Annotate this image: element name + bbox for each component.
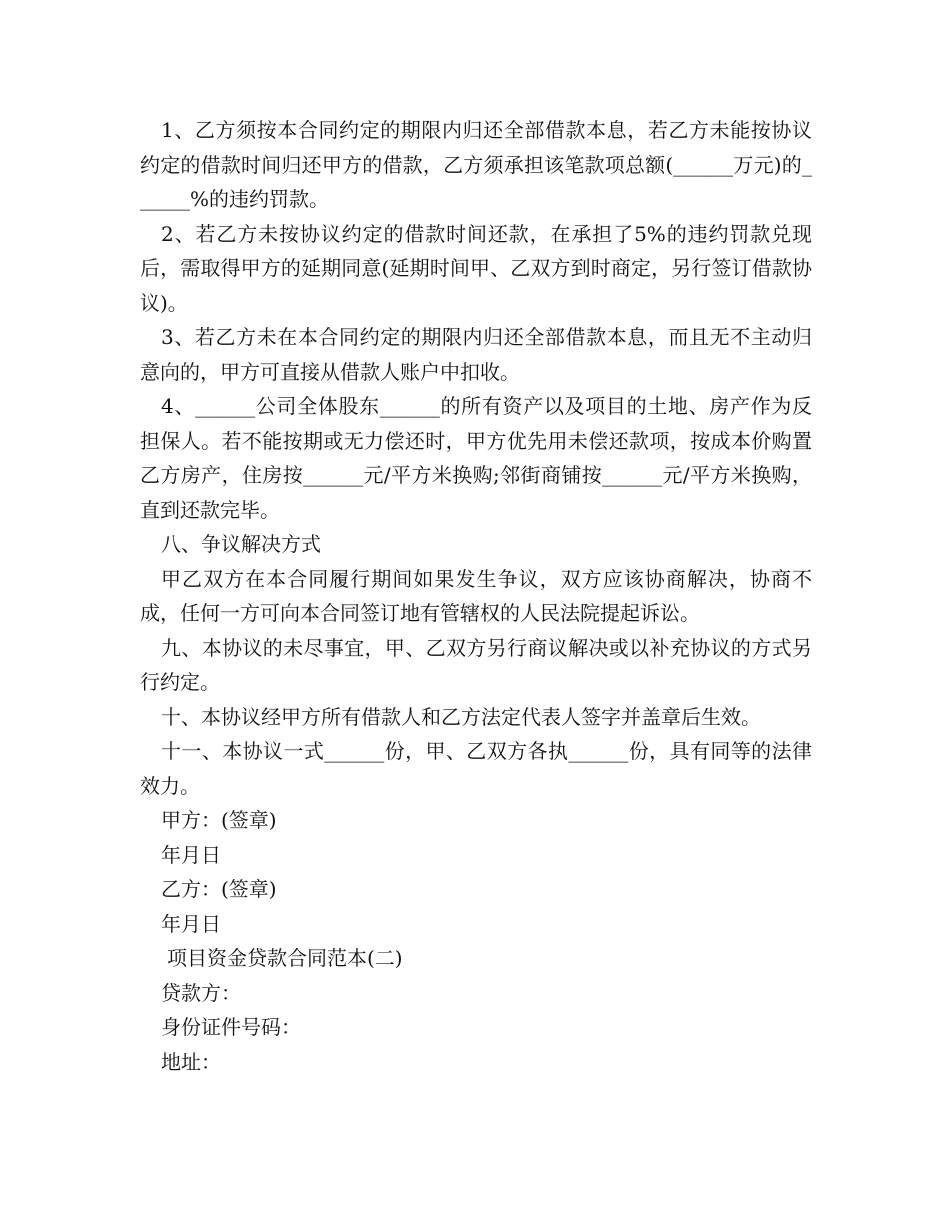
section-8-heading: 八、争议解决方式 — [161, 532, 321, 556]
section-11: 十一、本协议一式______份，甲、乙双方各执______份，具有同等的法律效力。 — [140, 739, 812, 798]
party-b-signature: 乙方：(签章) — [161, 877, 277, 901]
id-number-field: 身份证件号码： — [161, 1015, 301, 1039]
lender-field: 贷款方： — [161, 980, 241, 1005]
address-field: 地址： — [161, 1049, 221, 1074]
clause-1-penalty: 1、乙方须按本合同约定的期限内归还全部借款本息，若乙方未能按协议约定的借款时间归还甲方的借款，乙方须承担该笔款项总额(______万元)的______%的违约罚款。 — [140, 118, 812, 211]
party-b-date: 年月日 — [161, 911, 221, 936]
clause-3-deduction: 3、若乙方未在本合同约定的期限内归还全部借款本息，而且无不主动归意向的，甲方可直接从借款人账户中扣收。 — [140, 325, 812, 384]
clause-2-extension: 2、若乙方未按协议约定的借款时间还款，在承担了5%的违约罚款兑现后，需取得甲方的延期同意(延期时间甲、乙双方到时商定，另行签订借款协议)。 — [140, 221, 812, 315]
clause-4-counter-guarantee: 4、______公司全体股东______的所有资产以及项目的土地、房产作为反担保人。若不能按期或无力偿还时，甲方优先用未偿还款项，按成本价购置乙方房产，住房按______元/平方米换购;邻街商铺按______元/平方米换购，直到还款完毕。 — [140, 394, 812, 522]
party-a-signature: 甲方：(签章) — [161, 808, 277, 832]
section-10: 十、本协议经甲方所有借款人和乙方法定代表人签字并盖章后生效。 — [161, 704, 761, 729]
section-9: 九、本协议的未尽事宜，甲、乙双方另行商议解决或以补充协议的方式另行约定。 — [140, 635, 812, 694]
document-body — [140, 113, 812, 1079]
contract-template-2-title: 项目资金贷款合同范本(二) — [167, 946, 403, 970]
party-a-date: 年月日 — [161, 842, 221, 867]
section-8-body: 甲乙双方在本合同履行期间如果发生争议，双方应该协商解决，协商不成，任何一方可向本合同签订地有管辖权的人民法院提起诉讼。 — [140, 566, 812, 625]
